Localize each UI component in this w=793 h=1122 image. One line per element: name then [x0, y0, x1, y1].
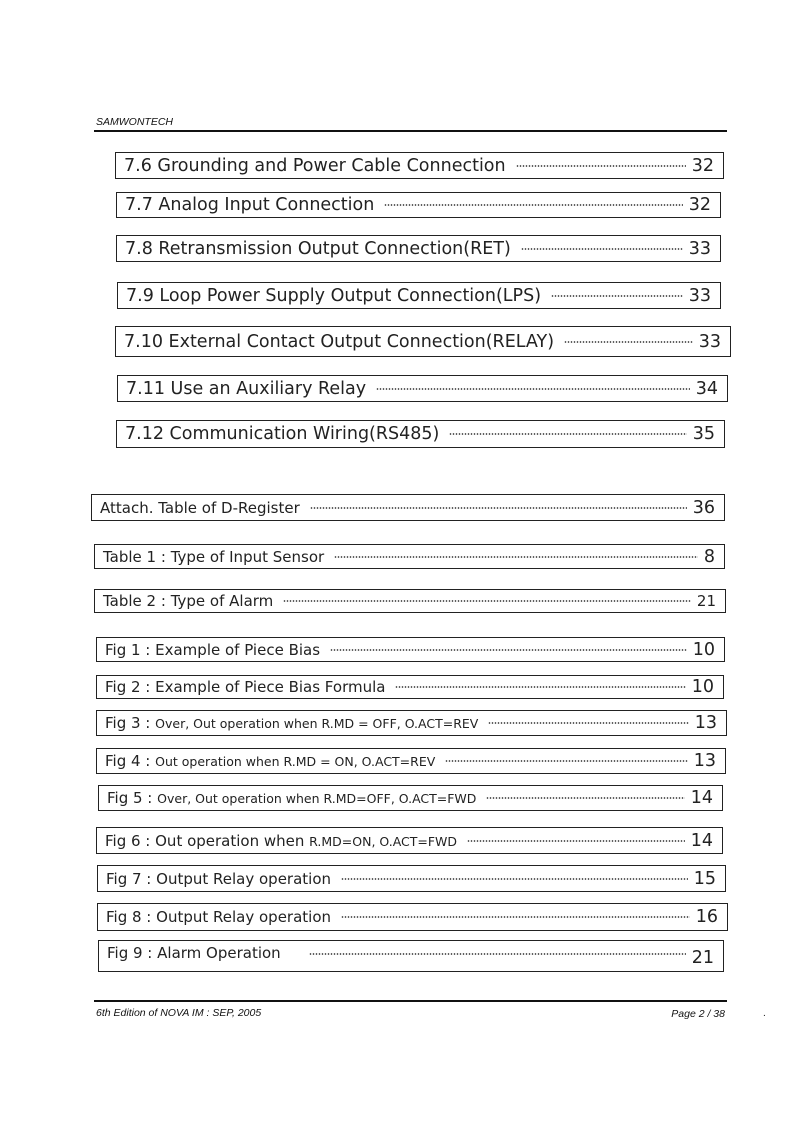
- toc-leader: [449, 433, 686, 435]
- fig-caption: Output Relay operation: [156, 869, 332, 888]
- toc-leader: [516, 165, 686, 167]
- toc-leader: [283, 600, 691, 602]
- toc-page-number: 33: [698, 331, 721, 352]
- toc-leader: [309, 953, 686, 955]
- toc-leader: [330, 649, 687, 651]
- toc-entry-7-10[interactable]: [115, 326, 731, 357]
- footer-rule: [94, 1000, 727, 1002]
- toc-entry-label: 7.10 External Contact Output Connection(RELAY): [124, 331, 555, 352]
- footer-page-number: Page 2 / 38: [671, 1008, 725, 1020]
- toc-entry-label: [105, 832, 457, 850]
- fig-prefix: Fig 5 :: [107, 789, 158, 807]
- toc-leader: [341, 916, 690, 918]
- toc-entry-label: Attach. Table of D-Register: [100, 498, 300, 517]
- toc-entry-label: [105, 678, 385, 696]
- toc-leader: [395, 686, 685, 688]
- toc-leader: [551, 295, 683, 297]
- fig-prefix: Fig 9 :: [107, 944, 158, 962]
- toc-page-number: 33: [688, 285, 711, 306]
- toc-leader: [488, 722, 688, 724]
- toc-page-number: 10: [691, 677, 714, 697]
- toc-entry-label: [105, 714, 478, 732]
- toc-entry-label: [106, 908, 331, 926]
- toc-page-number: 13: [693, 751, 716, 771]
- toc-page-number: 16: [695, 907, 718, 927]
- toc-page-number: 36: [692, 497, 715, 518]
- toc-entry-table-2[interactable]: [94, 589, 726, 613]
- toc-page-number: 21: [696, 592, 716, 610]
- toc-entry-label: [107, 944, 281, 962]
- toc-entry-label: [105, 641, 320, 659]
- toc-entry-fig-8[interactable]: [97, 903, 728, 931]
- toc-entry-fig-2[interactable]: [96, 675, 724, 699]
- fig-caption: Over, Out operation when R.MD=OFF, O.ACT=FWD: [157, 791, 477, 806]
- toc-entry-label: 7.11 Use an Auxiliary Relay: [126, 378, 367, 399]
- footer-dot: .: [763, 1008, 766, 1019]
- fig-prefix: Fig 3 :: [105, 714, 156, 732]
- toc-entry-7-12[interactable]: [116, 420, 725, 448]
- fig-caption: Out operation when R.MD = ON, O.ACT=REV: [155, 754, 436, 769]
- toc-page-number: 32: [688, 195, 711, 215]
- toc-entry-7-11[interactable]: [117, 375, 728, 402]
- toc-leader: [334, 556, 698, 558]
- toc-entry-label: Table 1 : Type of Input Sensor: [103, 547, 325, 566]
- fig-caption: Example of Piece Bias: [155, 640, 321, 659]
- toc-page-number: 13: [694, 713, 717, 733]
- toc-leader: [467, 840, 685, 842]
- toc-page-number: 33: [688, 238, 711, 259]
- toc-page-number: 34: [695, 378, 718, 399]
- toc-page-number: 14: [690, 788, 713, 808]
- fig-prefix: Fig 7 :: [106, 869, 157, 888]
- toc-entry-label: 7.12 Communication Wiring(RS485): [125, 424, 440, 444]
- toc-leader: [564, 341, 693, 343]
- toc-leader: [376, 388, 690, 390]
- fig-caption: Alarm Operation: [157, 944, 281, 962]
- toc-entry-fig-7[interactable]: [97, 865, 726, 892]
- toc-entry-7-6[interactable]: [115, 152, 724, 179]
- toc-entry-7-9[interactable]: [117, 282, 721, 309]
- toc-entry-label: 7.9 Loop Power Supply Output Connection(LPS): [126, 285, 542, 306]
- toc-entry-label: 7.7 Analog Input Connection: [125, 195, 375, 215]
- toc-page-number: 15: [693, 868, 716, 889]
- fig-caption: Output Relay operation: [156, 908, 332, 926]
- toc-entry-label: Table 2 : Type of Alarm: [103, 592, 274, 610]
- toc-entry-attachment[interactable]: [91, 494, 725, 521]
- toc-page-number: 35: [692, 424, 715, 444]
- toc-leader: [341, 878, 688, 880]
- toc-entry-fig-5[interactable]: [98, 785, 723, 811]
- fig-caption: Over, Out operation when R.MD = OFF, O.ACT=REV: [155, 716, 479, 731]
- toc-leader: [521, 248, 683, 250]
- toc-leader: [384, 204, 682, 206]
- toc-entry-fig-3[interactable]: [96, 710, 727, 736]
- toc-leader: [310, 507, 687, 509]
- toc-entry-label: [105, 752, 435, 770]
- fig-prefix: Fig 8 :: [106, 908, 157, 926]
- fig-caption: Example of Piece Bias Formula: [155, 678, 386, 696]
- header-brand: SAMWONTECH: [96, 116, 173, 128]
- toc-entry-table-1[interactable]: [94, 544, 725, 569]
- toc-page-number: 32: [691, 155, 714, 176]
- fig-prefix: Fig 4 :: [105, 752, 156, 770]
- footer-edition: 6th Edition of NOVA IM : SEP, 2005: [96, 1007, 262, 1019]
- toc-entry-7-7[interactable]: [116, 192, 721, 218]
- toc-page-number: 21: [691, 948, 714, 968]
- toc-page-number: 14: [690, 830, 713, 851]
- toc-entry-label: [107, 789, 476, 807]
- toc-page-number: 10: [692, 639, 715, 660]
- toc-page-number: 8: [703, 546, 715, 567]
- toc-entry-fig-4[interactable]: [96, 748, 726, 774]
- toc-entry-label: [106, 870, 331, 888]
- toc-leader: [445, 760, 687, 762]
- toc-entry-fig-9[interactable]: [98, 940, 724, 972]
- toc-leader: [486, 797, 684, 799]
- fig-prefix: Fig 2 :: [105, 678, 156, 696]
- fig-prefix: Fig 6 : Out operation when: [105, 831, 310, 850]
- toc-entry-label: 7.8 Retransmission Output Connection(RET): [125, 238, 511, 259]
- toc-entry-fig-1[interactable]: [96, 637, 725, 662]
- toc-entry-fig-6[interactable]: [96, 827, 723, 854]
- toc-entry-7-8[interactable]: [116, 235, 721, 262]
- fig-prefix: Fig 1 :: [105, 640, 156, 659]
- toc-entry-label: 7.6 Grounding and Power Cable Connection: [124, 155, 506, 176]
- fig-caption: R.MD=ON, O.ACT=FWD: [309, 833, 458, 849]
- header-rule: [94, 130, 727, 132]
